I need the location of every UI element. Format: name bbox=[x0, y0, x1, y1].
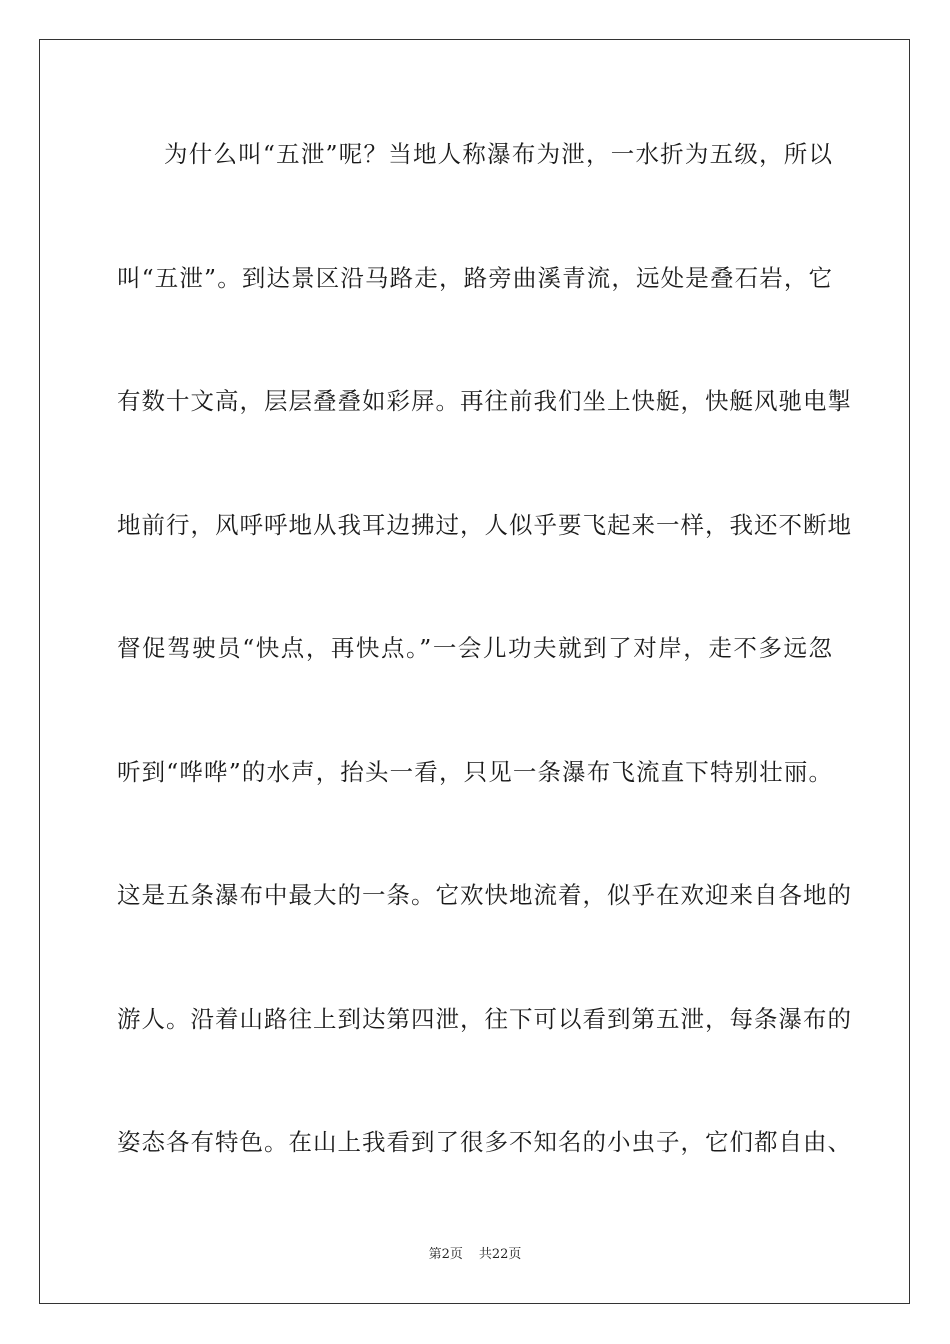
text-line: 游人。沿着山路往上到达第四泄，往下可以看到第五泄，每条瀑布的 bbox=[117, 1004, 852, 1033]
text-line: 为什么叫“五泄”呢？当地人称瀑布为泄，一水折为五级，所以 bbox=[164, 140, 833, 168]
page-number: 第2页 bbox=[428, 1247, 463, 1262]
text-line: 叫“五泄”。到达景区沿马路走，路旁曲溪青流，远处是叠石岩，它 bbox=[117, 263, 833, 292]
page-footer bbox=[0, 1245, 950, 1265]
document-body bbox=[117, 123, 852, 1235]
text-line: 地前行，风呼呼地从我耳边拂过，人似乎要飞起来一样，我还不断地 bbox=[117, 510, 852, 539]
text-line: 有数十文高，层层叠叠如彩屏。再往前我们坐上快艇，快艇风驰电掣 bbox=[117, 387, 852, 415]
text-line: 听到“哗哗”的水声，抬头一看，只见一条瀑布飞流直下特别壮丽。 bbox=[117, 757, 833, 786]
text-line: 姿态各有特色。在山上我看到了很多不知名的小虫子，它们都自由、 bbox=[117, 1128, 852, 1156]
text-line: 督促驾驶员“快点，再快点。”一会儿功夫就到了对岸，走不多远忽 bbox=[117, 634, 833, 662]
text-line: 这是五条瀑布中最大的一条。它欢快地流着，似乎在欢迎来自各地的 bbox=[117, 881, 852, 909]
page-total: 共22页 bbox=[478, 1247, 522, 1262]
